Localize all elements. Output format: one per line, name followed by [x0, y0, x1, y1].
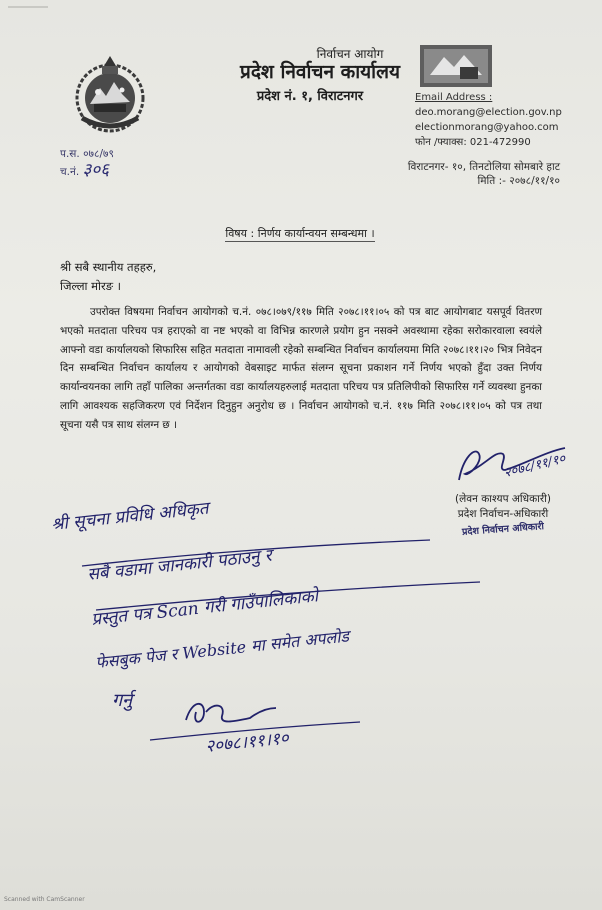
signature-date: २०७८/११/१० — [502, 451, 568, 482]
cn-value: ३०६ — [82, 160, 110, 180]
commission-name: निर्वाचन आयोग — [316, 47, 384, 61]
note-line-3: प्रस्तुत पत्र Scan गरी गाउँपालिकाको — [90, 586, 319, 630]
office-address: प्रदेश नं. १, विराटनगर — [256, 89, 364, 104]
note-line-2: सबै वडामा जानकारी पठाउनु र — [86, 545, 273, 585]
phone-number: फोन /फ्याक्स: 021-472990 — [415, 137, 531, 148]
ps-value: ०७८/७९ — [83, 148, 114, 160]
letter-date: मिति :- २०७८/११/१० — [477, 175, 560, 187]
email-label: Email Address : — [415, 92, 493, 103]
scanner-watermark: Scanned with CamScanner — [4, 896, 85, 903]
subject-text: विषय : निर्णय कार्यान्वयन सम्बन्धमा । — [225, 227, 375, 240]
office-location: विराटनगर- १०, तिनटोलिया सोमबारे हाट — [407, 161, 560, 173]
note-date: २०७८।११।१० — [204, 728, 290, 757]
recipient-line-2: जिल्ला मोरङ । — [60, 279, 122, 293]
note-line-5: गर्नु — [112, 690, 133, 711]
office-name: प्रदेश निर्वाचन कार्यालय — [240, 61, 400, 83]
email-primary: deo.morang@election.gov.np — [415, 107, 562, 118]
email-secondary: electionmorang@yahoo.com — [415, 122, 559, 133]
official-stamp: प्रदेश निर्वाचन अधिकारी — [461, 521, 545, 538]
cn-label: च.नं. — [60, 166, 80, 178]
note-line-1: श्री सूचना प्रविधि अधिकृत — [50, 498, 210, 535]
letter-body: उपरोक्त विषयमा निर्वाचन आयोगको च.नं. ०७८।०७९/११७ मिति २०७८।११।०५ को पत्र बाट आयोगबाट यसपूर्व वितरण भएको मतदाता परिचय पत्र हराएको वा नष्ट भएको वा विभिन्न कारणले प्रयोग हुन नसक्ने अवस्थामा रहेका सरोकारवाला स्वयंले आफ्नो वडा कार्यालयको सिफारिस सहित मतदाता नामावली रहेको सम्बन्धित निर्वाचन कार्यालयमा मिति २०७८।११।२० भित्र निवेदन दिन सम्बन्धित निर्वाचन कार्यालय र आयोगको वेबसाइट मार्फत संलग्न सूचना प्रकाशन गर्ने निर्णय भएको हुँदा उक्त निर्णय कार्यान्वयनका लागि तहाँ पालिका अन्तर्गतका वडा कार्यालयहरुलाई मतदाता परिचय पत्र प्रतिलिपीको सिफारिस गर्ने व्यवस्था हुनका लागि आवश्यक सहजिकरण एवं निर्देशन दिनुहुन अनुरोध छ । निर्वाचन आयोगको च.नं. ११७ मिति २०७८।११।०५ को पत्र तथा सूचना यसै पत्र साथ संलग्न छ । — [60, 306, 542, 431]
ps-label: प.स. — [60, 148, 80, 160]
recipient-line-1: श्री सबै स्थानीय तहहरु, — [60, 260, 157, 274]
signatory-name: (लेवन काश्यप अधिकारी) — [455, 493, 551, 505]
note-line-4: फेसबुक पेज र Website मा समेत अपलोड — [94, 626, 350, 672]
signatory-title: प्रदेश निर्वाचन-अधिकारी — [457, 508, 549, 520]
